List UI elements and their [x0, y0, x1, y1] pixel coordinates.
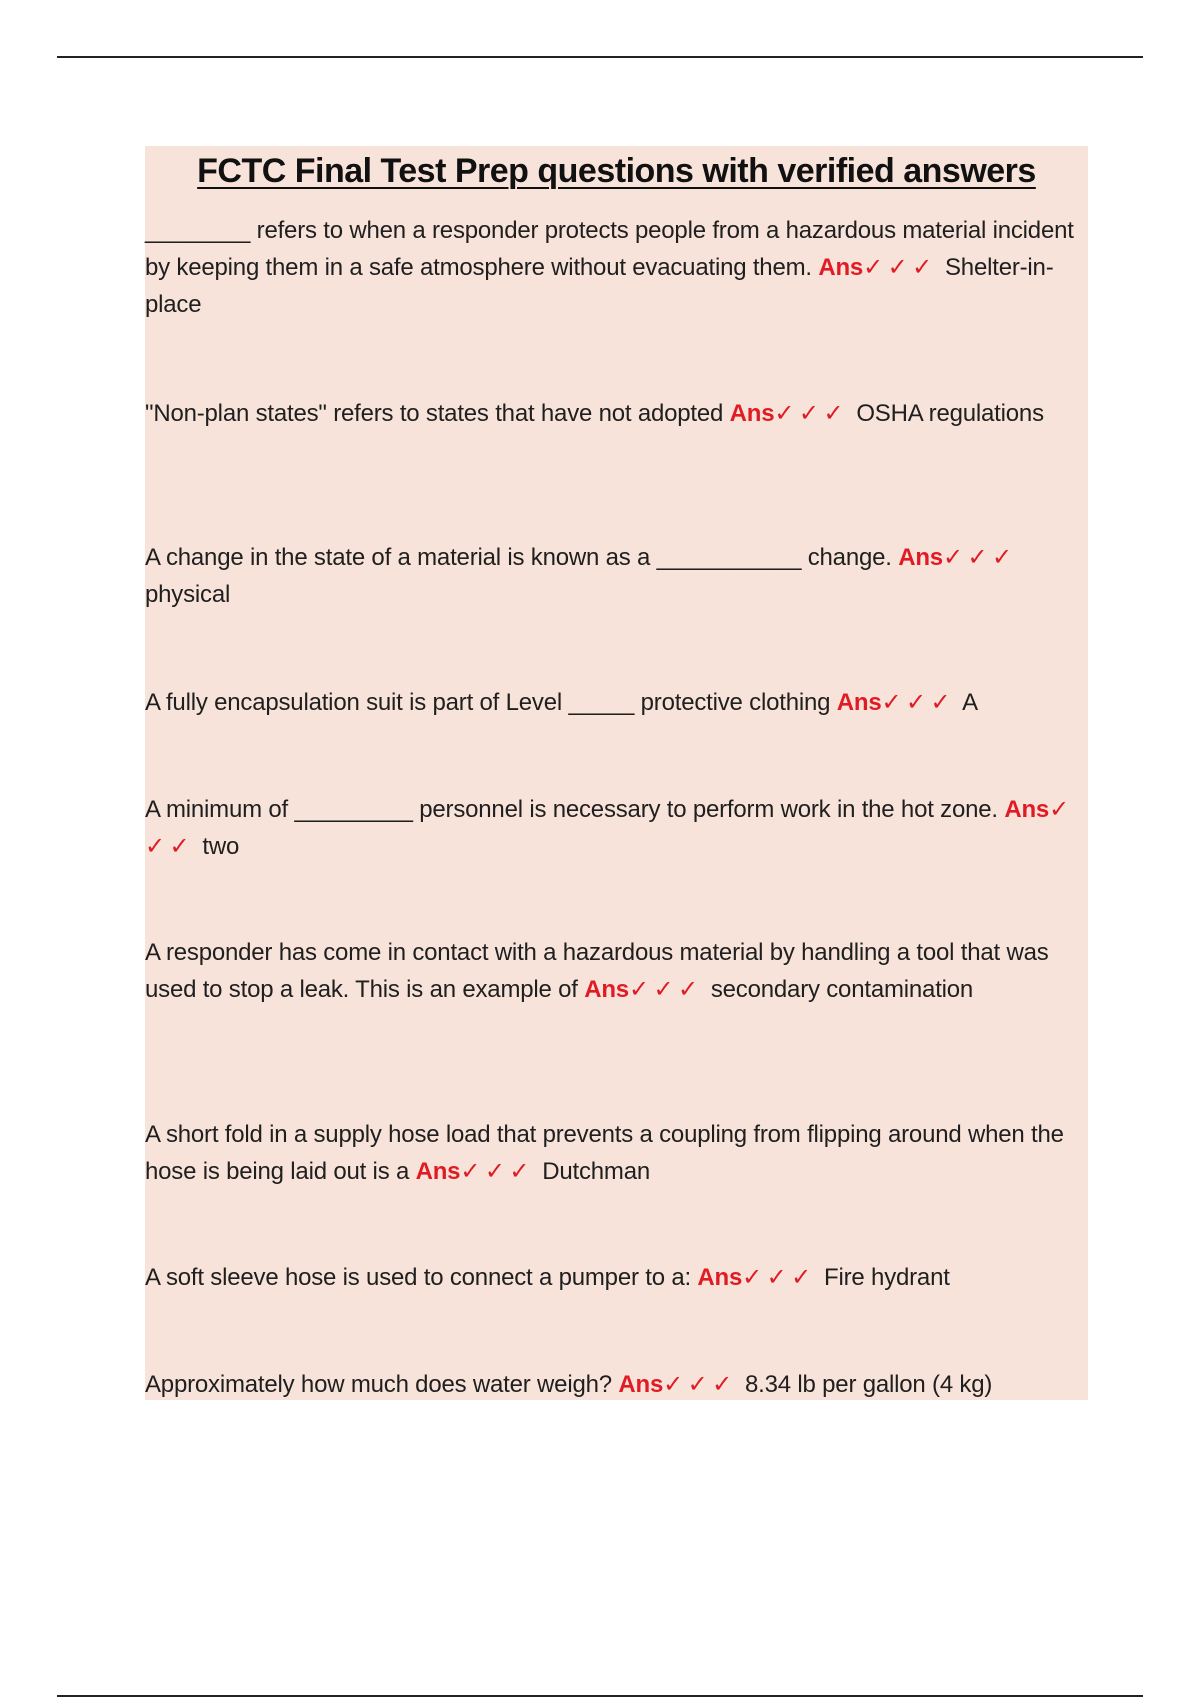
document-body [145, 146, 1088, 1400]
question-text: A change in the state of a material is known as a ___________ change. [145, 544, 892, 571]
answer-marker: Ans [1004, 796, 1050, 823]
answer-text: OSHA regulations [856, 400, 1044, 427]
question-text: A fully encapsulation suit is part of Level _____ protective clothing [145, 689, 831, 716]
check-marks-icon: ✓ ✓ ✓ [863, 254, 933, 281]
question-text: A soft sleeve hose is used to connect a pumper to a: [145, 1264, 691, 1291]
qa-item [145, 1259, 1088, 1296]
answer-marker: Ans [729, 400, 775, 427]
answer-text: physical [145, 581, 231, 608]
question-text: A responder has come in contact with a hazardous material by handling a tool that was used to stop a leak. This is an example of [145, 939, 1049, 1003]
check-marks-icon: ✓ ✓ ✓ [663, 1371, 733, 1398]
answer-marker: Ans [898, 544, 943, 571]
qa-item [145, 539, 1088, 613]
qa-item [145, 1366, 1088, 1403]
question-text: "Non-plan states" refers to states that have not adopted [145, 400, 724, 427]
check-marks-icon: ✓ ✓ ✓ [742, 1264, 812, 1291]
check-marks-icon: ✓ ✓ ✓ [774, 400, 844, 427]
check-marks-icon: ✓ ✓ ✓ [628, 976, 698, 1003]
check-marks-icon: ✓ ✓ ✓ [881, 689, 951, 716]
check-marks-icon: ✓ ✓ ✓ [460, 1158, 530, 1185]
answer-text: two [202, 833, 240, 860]
header-rule [57, 56, 1143, 58]
answer-text: Dutchman [542, 1158, 651, 1185]
answer-marker: Ans [415, 1158, 461, 1185]
answer-text: Shelter-in-place [145, 254, 1054, 318]
qa-item [145, 212, 1088, 323]
question-text: ________ refers to when a responder protects people from a hazardous material incident by keeping them in a safe atmosphere without evacuating them. [145, 217, 1074, 281]
answer-marker: Ans [697, 1264, 743, 1291]
answer-marker: Ans [818, 254, 864, 281]
answer-marker: Ans [584, 976, 629, 1003]
qa-item [145, 1116, 1088, 1190]
question-text: Approximately how much does water weigh? [145, 1371, 612, 1398]
qa-item [145, 684, 1088, 721]
question-text: A minimum of _________ personnel is necessary to perform work in the hot zone. [145, 796, 998, 823]
check-marks-icon: ✓ ✓ ✓ [145, 796, 1074, 860]
answer-marker: Ans [618, 1371, 664, 1398]
answer-text: secondary contamination [710, 976, 974, 1003]
answer-text: A [962, 689, 978, 716]
answer-marker: Ans [836, 689, 882, 716]
answer-text: 8.34 lb per gallon (4 kg) [745, 1371, 993, 1398]
answer-text: Fire hydrant [824, 1264, 950, 1291]
qa-item [145, 934, 1088, 1008]
document-title: FCTC Final Test Prep questions with verified answers [197, 152, 1036, 190]
footer-rule [57, 1695, 1143, 1697]
check-marks-icon: ✓ ✓ ✓ [942, 544, 1012, 571]
qa-item [145, 395, 1088, 432]
qa-item [145, 791, 1088, 865]
question-text: A short fold in a supply hose load that prevents a coupling from flipping around when the hose is being laid out is a [145, 1121, 1064, 1185]
